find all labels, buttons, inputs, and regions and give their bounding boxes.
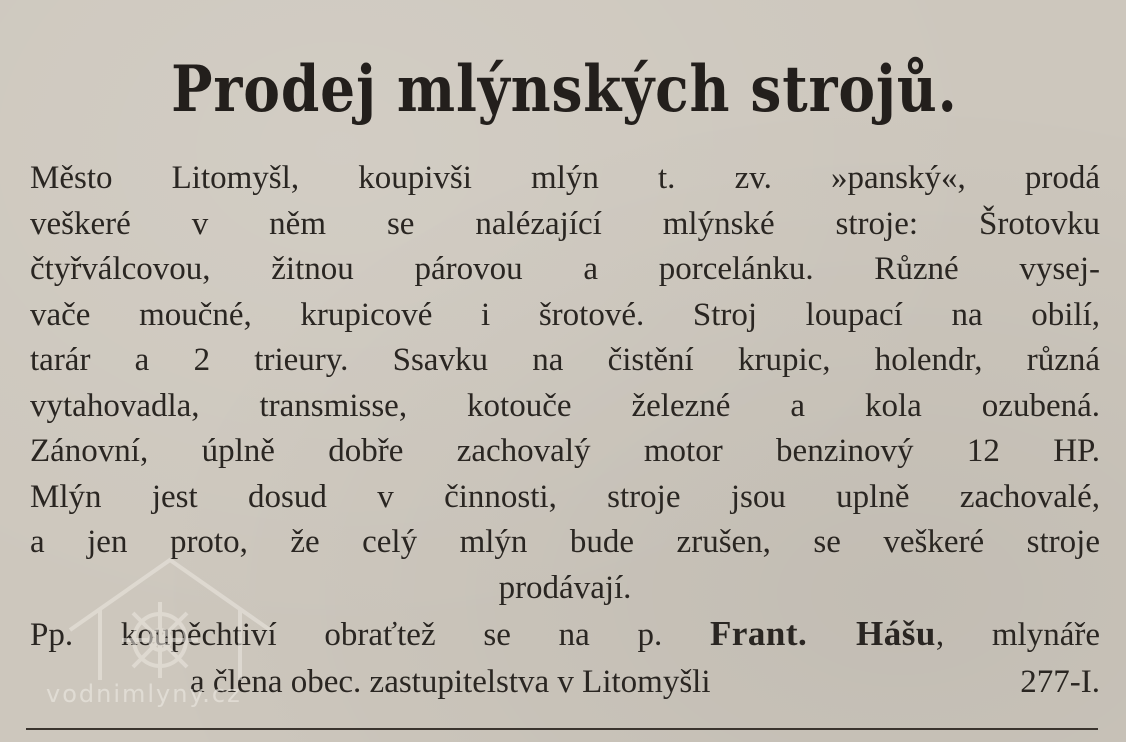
ad-heading: Prodej mlýnských strojů.	[171, 52, 958, 127]
body-line: veškeré v něm se nalézající mlýnské stroje: Šrotovku	[30, 205, 1100, 242]
bottom-rule	[26, 728, 1098, 730]
body-line: vače moučné, krupicové i šrotové. Stroj loupací na obilí,	[30, 296, 1100, 333]
reference-number: 277-I.	[1020, 664, 1100, 700]
body-line: Město Litomyšl, koupivši mlýn t. zv. »panský«, prodá	[30, 160, 1100, 196]
body-line: tarár a 2 trieury. Ssavku na čistění krupic, holendr, různá	[30, 342, 1100, 378]
body-line: čtyřválcovou, žitnou párovou a porcelánku. Různé vysej-	[30, 251, 1100, 287]
contact-prefix: Pp. koupěchtiví obraťtež se na p.	[30, 617, 663, 653]
body-line: vytahovadla, transmisse, kotouče železné a kola ozubená.	[30, 387, 1100, 424]
watermark-text: vodnimlyny.cz	[46, 680, 242, 708]
body-line: Zánovní, úplně dobře zachovalý motor benzinový 12 HP.	[30, 433, 1100, 469]
body-line: a jen proto, že celý mlýn bude zrušen, se veškeré stroje	[30, 524, 1100, 560]
body-line: Mlýn jest dosud v činnosti, stroje jsou uplně zachovalé,	[30, 478, 1100, 515]
contact-name: Frant. Hášu	[710, 614, 936, 653]
contact-suffix: , mlynáře	[935, 617, 1100, 653]
contact-affiliation: a člena obec. zastupitelstva v Litomyšli	[190, 664, 711, 700]
body-last-line: prodávají.	[498, 569, 632, 606]
